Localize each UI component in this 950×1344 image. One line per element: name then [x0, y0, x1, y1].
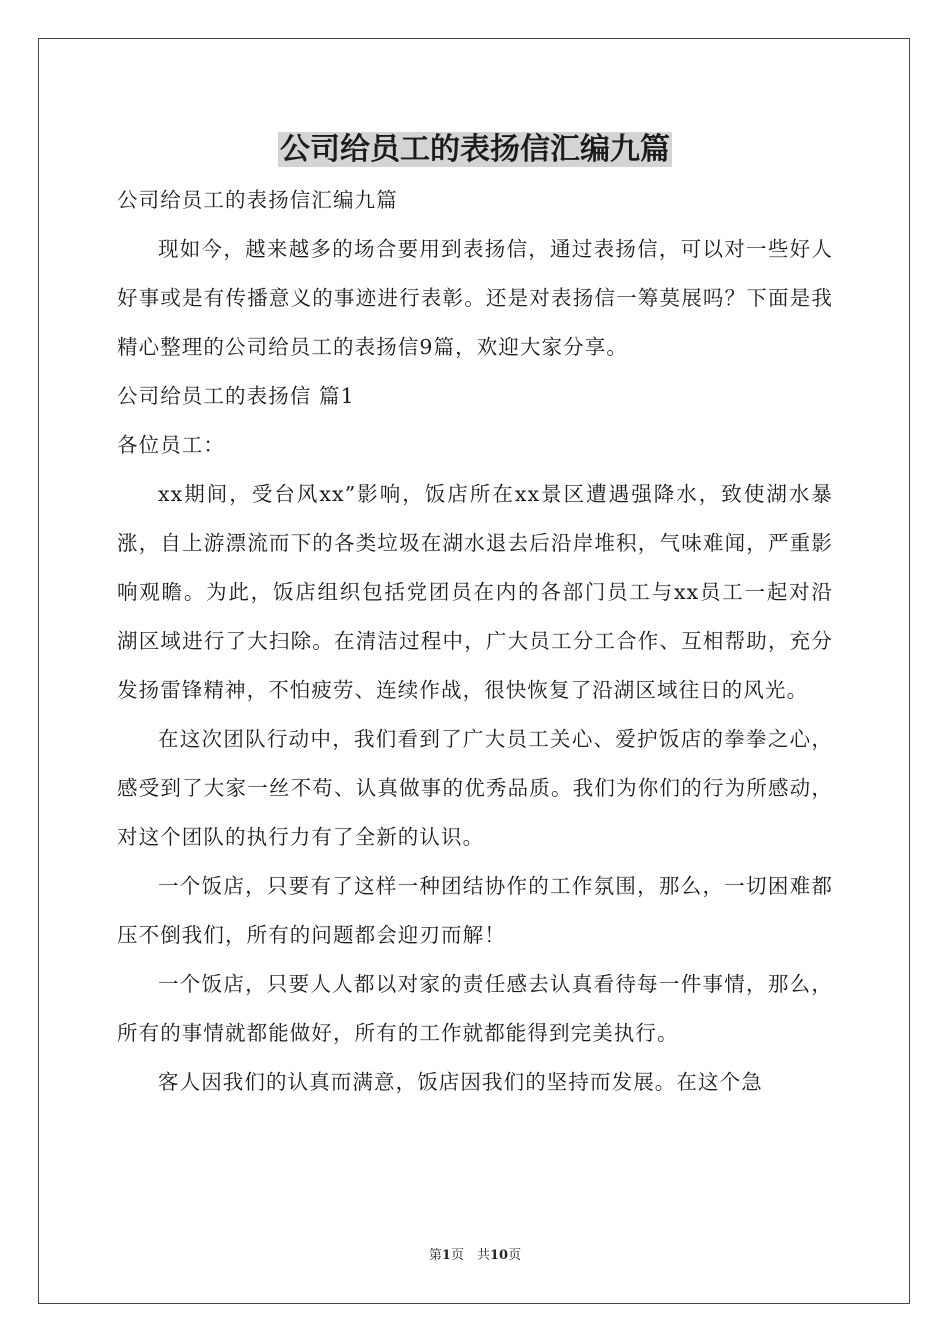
total-page-number: 10 — [489, 1248, 509, 1263]
body-paragraph: xx期间，受台风xx”影响，饭店所在xx景区遭遇强降水，致使湖水暴涨，自上游漂流而下的各类垃圾在湖水退去后沿岸堆积，气味难闻，严重影响观瞻。为此，饭店组织包括党团员在内的各部门员工与xx员工一起对沿湖区域进行了大扫除。在清洁过程中，广大员工分工合作、互相帮助，充分发扬雷锋精神，不怕疲劳、连续作战，很快恢复了沿湖区域往日的风光。 — [117, 482, 833, 702]
intro-paragraph: 现如今，越来越多的场合要用到表扬信，通过表扬信，可以对一些好人好事或是有传播意义的事迹进行表彰。还是对表扬信一筹莫展吗？下面是我精心整理的公司给员工的表扬信9篇，欢迎大家分享。 — [117, 237, 833, 359]
page-number-prefix: 第 — [428, 1248, 442, 1263]
page-footer — [0, 1247, 950, 1265]
document-body — [117, 176, 833, 1107]
body-paragraph: 在这次团队行动中，我们看到了广大员工关心、爱护饭店的拳拳之心，感受到了大家一丝不苟、认真做事的优秀品质。我们为你们的行为所感动，对这个团队的执行力有了全新的认识。 — [117, 727, 833, 849]
body-paragraph: 客人因我们的认真而满意，饭店因我们的坚持而发展。在这个急 — [158, 1070, 763, 1094]
current-page-number: 1 — [441, 1248, 451, 1263]
subtitle-line: 公司给员工的表扬信汇编九篇 — [117, 188, 398, 212]
page-number-suffix: 页 — [508, 1248, 522, 1263]
salutation: 各位员工： — [117, 433, 225, 457]
body-paragraph: 一个饭店，只要有了这样一种团结协作的工作氛围，那么，一切困难都压不倒我们，所有的问题都会迎刃而解！ — [117, 874, 833, 947]
document-title — [0, 128, 950, 172]
page-number-middle: 页 共 — [450, 1248, 490, 1263]
section-heading: 公司给员工的表扬信 篇1 — [117, 384, 355, 408]
body-paragraph: 一个饭店，只要人人都以对家的责任感去认真看待每一件事情，那么，所有的事情就都能做好，所有的工作就都能得到完美执行。 — [117, 972, 833, 1045]
document-title-text: 公司给员工的表扬信汇编九篇 — [280, 132, 670, 167]
